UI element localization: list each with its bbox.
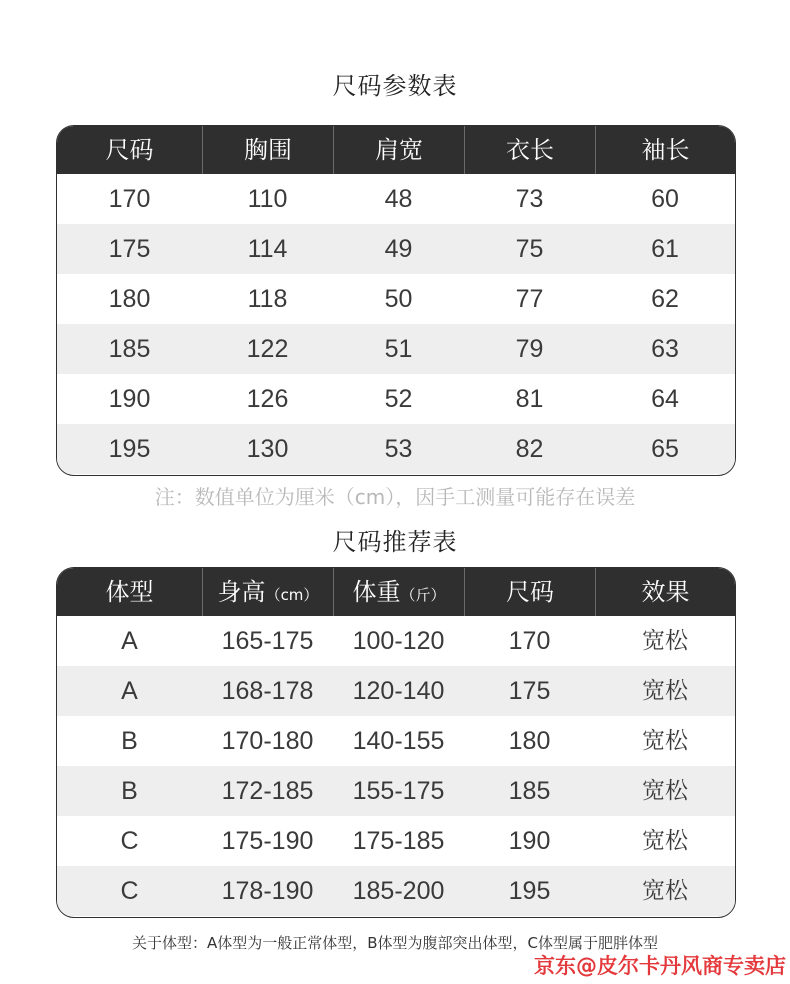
header-fit: 效果	[595, 568, 735, 616]
table-cell: B	[121, 727, 138, 755]
table-cell: 185	[508, 777, 551, 805]
table-cell: 170	[108, 185, 151, 213]
table-row	[57, 424, 735, 474]
table-row	[57, 616, 735, 666]
table-cell: 175	[108, 235, 151, 263]
table-cell: 63	[651, 335, 679, 363]
table-header-row	[57, 568, 735, 616]
table-cell: 126	[246, 385, 289, 413]
table-cell: 75	[515, 235, 544, 263]
body-type-note: 关于体型：A体型为一般正常体型，B体型为腹部突出体型，C体型属于肥胖体型	[131, 934, 659, 952]
table-cell: C	[120, 877, 139, 905]
header-height: 身高（cm）	[202, 568, 333, 616]
size-recommend-table	[56, 567, 736, 918]
table-body	[57, 616, 735, 916]
table-row	[57, 374, 735, 424]
table-cell: 114	[247, 235, 288, 263]
header-weight: 体重（斤）	[333, 568, 464, 616]
measurement-note: 注：数值单位为厘米（cm），因手工测量可能存在误差	[154, 485, 636, 509]
table-cell: 175-185	[352, 827, 445, 855]
table-row	[57, 716, 735, 766]
table-cell: 180	[508, 727, 551, 755]
size-parameter-table	[56, 125, 736, 476]
table-cell: 52	[384, 385, 413, 413]
header-body-type: 体型	[105, 578, 154, 606]
table-cell: 48	[384, 185, 413, 213]
table-cell: 170-180	[221, 727, 314, 755]
table-cell: A	[121, 627, 138, 655]
table-cell: 100-120	[352, 627, 445, 655]
table-row	[57, 224, 735, 274]
table-cell: 50	[384, 285, 413, 313]
table-cell: 185	[108, 335, 151, 363]
table-cell: A	[121, 677, 138, 705]
header-sleeve: 袖长	[595, 126, 735, 174]
table-cell: 195	[108, 435, 151, 463]
table-cell: 190	[108, 385, 151, 413]
table-body	[57, 174, 735, 474]
table-cell: 155-175	[352, 777, 445, 805]
table-cell: 49	[384, 235, 413, 263]
table-cell: 178-190	[221, 877, 314, 905]
table-cell: 118	[247, 285, 288, 313]
table-cell: 宽松	[642, 778, 688, 804]
table-cell: 168-178	[221, 677, 314, 705]
table-cell: 130	[246, 435, 289, 463]
table-row	[57, 666, 735, 716]
table-cell: 宽松	[642, 878, 688, 904]
table-cell: 79	[515, 335, 544, 363]
table-row	[57, 866, 735, 916]
table-cell: 180	[108, 285, 151, 313]
table-cell: 185-200	[352, 877, 445, 905]
header-chest: 胸围	[202, 126, 333, 174]
table-cell: 53	[384, 435, 413, 463]
table-cell: 宽松	[642, 728, 688, 754]
table-cell: 77	[515, 285, 544, 313]
table-cell: 122	[246, 335, 289, 363]
table-row	[57, 274, 735, 324]
table-cell: 宽松	[642, 828, 688, 854]
table-row	[57, 816, 735, 866]
table-cell: 61	[651, 235, 679, 263]
table-cell: 165-175	[221, 627, 314, 655]
table-cell: 190	[508, 827, 551, 855]
table-cell: 73	[515, 185, 544, 213]
size-table-title: 尺码参数表	[332, 72, 458, 100]
table-row	[57, 766, 735, 816]
recommend-table-title: 尺码推荐表	[332, 528, 458, 556]
store-watermark: 京东@皮尔卡丹风商专卖店	[534, 954, 786, 978]
table-cell: 65	[651, 435, 679, 463]
header-size: 尺码	[464, 568, 595, 616]
table-cell: B	[121, 777, 138, 805]
table-cell: 62	[651, 285, 679, 313]
table-cell: 170	[508, 627, 551, 655]
table-cell: C	[120, 827, 139, 855]
header-length: 衣长	[464, 126, 595, 174]
table-cell: 宽松	[642, 678, 688, 704]
table-cell: 175-190	[221, 827, 314, 855]
table-cell: 140-155	[352, 727, 445, 755]
table-cell: 175	[508, 677, 551, 705]
table-cell: 120-140	[352, 677, 445, 705]
table-header-row	[57, 126, 735, 174]
table-row	[57, 174, 735, 224]
table-cell: 172-185	[221, 777, 314, 805]
table-cell: 51	[384, 335, 413, 363]
table-cell: 82	[515, 435, 544, 463]
table-cell: 195	[508, 877, 551, 905]
header-shoulder: 肩宽	[333, 126, 464, 174]
table-cell: 60	[651, 185, 679, 213]
table-cell: 81	[515, 385, 544, 413]
table-cell: 64	[651, 385, 679, 413]
header-size: 尺码	[105, 136, 154, 164]
table-row	[57, 324, 735, 374]
table-cell: 110	[247, 185, 288, 213]
table-cell: 宽松	[642, 628, 688, 654]
